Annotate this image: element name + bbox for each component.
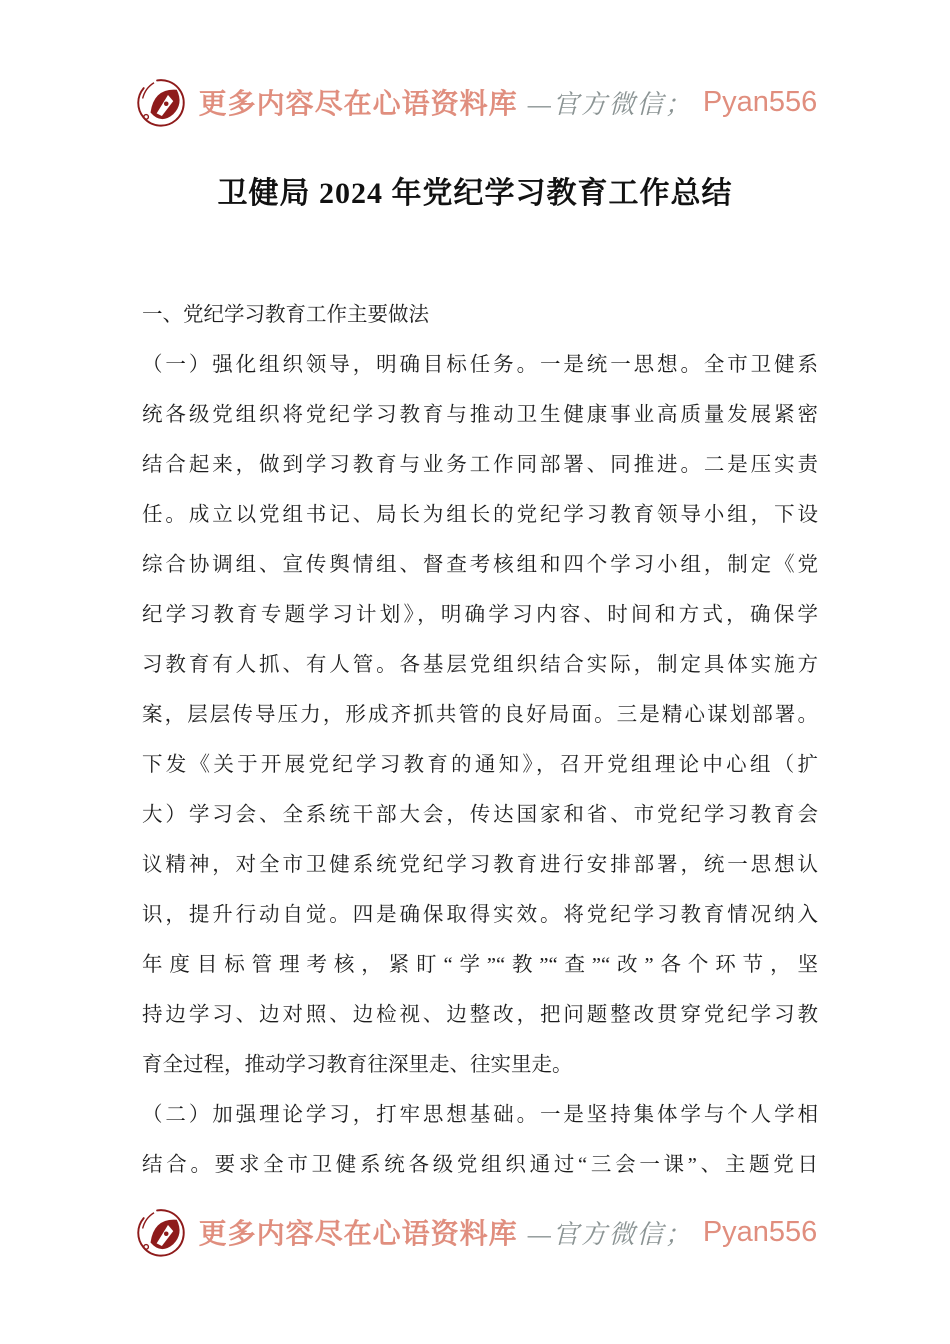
text-line: 任。成立以党组书记、局长为组长的党纪学习教育领导小组，下设 xyxy=(142,504,818,526)
document-body xyxy=(142,290,818,1190)
wechat-id: Pyan556 xyxy=(702,85,818,118)
text-line: 识，提升行动自觉。四是确保取得实效。将党纪学习教育情况纳入 xyxy=(142,904,818,926)
document-title: 卫健局 2024 年党纪学习教育工作总结 xyxy=(217,177,733,210)
text-line: 结合起来，做到学习教育与业务工作同部署、同推进。二是压实责 xyxy=(142,454,818,476)
text-line: 案，层层传导压力，形成齐抓共管的良好局面。三是精心谋划部署。 xyxy=(142,704,818,726)
pen-emblem-icon xyxy=(133,1201,189,1263)
page-footer xyxy=(0,1200,950,1264)
wechat-id: Pyan556 xyxy=(702,1215,818,1248)
text-line: 综合协调组、宣传舆情组、督查考核组和四个学习小组，制定《党 xyxy=(142,554,818,576)
text-line: 统各级党组织将党纪学习教育与推动卫生健康事业高质量发展紧密 xyxy=(142,404,818,426)
text-line: 年度目标管理考核，紧盯“学”“教”“查”“改”各个环节，坚 xyxy=(142,954,818,976)
text-line: 下发《关于开展党纪学习教育的通知》，召开党组理论中心组（扩 xyxy=(142,754,818,776)
pen-emblem-icon xyxy=(133,71,189,133)
text-line: 持边学习、边对照、边检视、边整改，把问题整改贯穿党纪学习教 xyxy=(142,1004,818,1026)
page-header xyxy=(0,70,950,134)
text-line: 议精神，对全市卫健系统党纪学习教育进行安排部署，统一思想认 xyxy=(142,854,818,876)
paragraph xyxy=(142,1090,818,1190)
paragraph xyxy=(142,340,818,1090)
text-line: 大）学习会、全系统干部大会，传达国家和省、市党纪学习教育会 xyxy=(142,804,818,826)
text-line: 纪学习教育专题学习计划》，明确学习内容、时间和方式，确保学 xyxy=(142,604,818,626)
text-line: （一）强化组织领导，明确目标任务。一是统一思想。全市卫健系 xyxy=(142,354,818,376)
paragraph xyxy=(142,290,818,340)
official-wechat-label: —官方微信； xyxy=(527,1219,693,1249)
official-wechat-label: —官方微信； xyxy=(527,89,693,119)
brand-text: 更多内容尽在心语资料库 xyxy=(198,1219,518,1250)
brand-text: 更多内容尽在心语资料库 xyxy=(198,89,518,120)
text-line: 结合。要求全市卫健系统各级党组织通过“三会一课”、主题党日 xyxy=(142,1154,818,1176)
text-line: 一、党纪学习教育工作主要做法 xyxy=(142,304,429,326)
text-line: 育全过程，推动学习教育往深里走、往实里走。 xyxy=(142,1054,573,1076)
text-line: （二）加强理论学习，打牢思想基础。一是坚持集体学与个人学相 xyxy=(142,1104,818,1126)
text-line: 习教育有人抓、有人管。各基层党组织结合实际，制定具体实施方 xyxy=(142,654,818,676)
